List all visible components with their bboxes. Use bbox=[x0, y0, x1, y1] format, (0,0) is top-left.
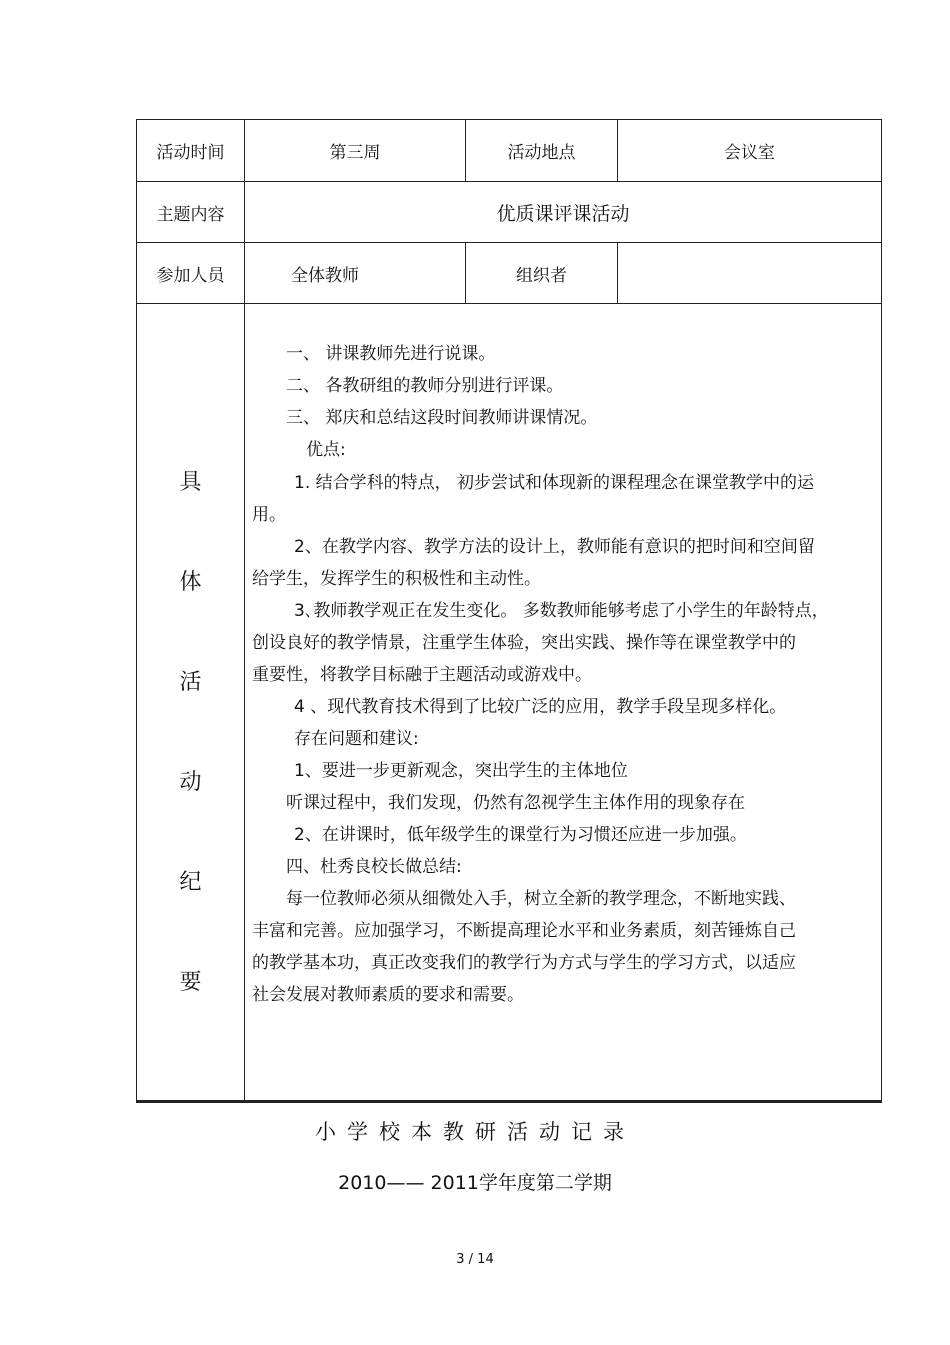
content-line: 2、在讲课时，低年级学生的课堂行为习惯还应进一步加强。 bbox=[294, 825, 747, 845]
organizer-label: 组织者 bbox=[516, 266, 567, 286]
content-line: 2、在教学内容、教学方法的设计上，教师能有意识的把时间和空间留 bbox=[294, 537, 815, 557]
content-line: 丰富和完善。应加强学习，不断提高理论水平和业务素质，刻苦锤炼自己 bbox=[252, 921, 796, 941]
content-line: 优点: bbox=[306, 440, 346, 460]
time-label: 活动时间 bbox=[156, 143, 225, 163]
side-char: 纪 bbox=[179, 870, 202, 895]
content-line: 1. 结合学科的特点， 初步尝试和体现新的课程理念在课堂教学中的运 bbox=[294, 473, 815, 493]
participants-value: 全体教师 bbox=[291, 266, 359, 286]
side-char: 体 bbox=[179, 570, 202, 595]
content-line: 给学生，发挥学生的积极性和主动性。 bbox=[252, 569, 541, 589]
side-char: 具 bbox=[179, 470, 202, 495]
content-line: 二、 各教研组的教师分别进行评课。 bbox=[286, 376, 564, 396]
content-line: 4 、现代教育技术得到了比较广泛的应用，教学手段呈现多样化。 bbox=[294, 697, 787, 717]
content-line: 四、杜秀良校长做总结: bbox=[286, 857, 462, 877]
organizer-value bbox=[618, 243, 881, 304]
academic-year: 2010—— 2011学年度第二学期 bbox=[338, 1172, 612, 1194]
content-line: 存在问题和建议: bbox=[294, 729, 419, 749]
content-line: 的教学基本功，真正改变我们的教学行为方式与学生的学习方式，以适应 bbox=[252, 953, 796, 973]
activity-record-table bbox=[136, 119, 882, 1103]
content-line: 1、要进一步更新观念，突出学生的主体地位 bbox=[294, 761, 628, 781]
content-line: 用。 bbox=[252, 505, 286, 525]
content-line: 三、 郑庆和总结这段时间教师讲课情况。 bbox=[286, 408, 598, 428]
time-value: 第三周 bbox=[329, 143, 381, 163]
place-label: 活动地点 bbox=[507, 143, 576, 163]
topic-label: 主题内容 bbox=[156, 205, 225, 225]
content-line: 3､教师教学观正在发生变化。 多数教师能够考虑了小学生的年龄特点， bbox=[294, 601, 829, 621]
content-line: 创设良好的教学情景，注重学生体验，突出实践、操作等在课堂教学中的 bbox=[252, 633, 796, 653]
participants-label: 参加人员 bbox=[156, 266, 225, 286]
place-value: 会议室 bbox=[724, 143, 775, 163]
content-line: 每一位教师必须从细微处入手，树立全新的教学理念，不断地实践、 bbox=[286, 889, 796, 909]
page-number: 3 / 14 bbox=[456, 1252, 494, 1267]
content-line: 一、 讲课教师先进行说课。 bbox=[286, 344, 496, 364]
topic-value: 优质课评课活动 bbox=[496, 203, 630, 225]
side-char: 动 bbox=[179, 770, 202, 795]
side-label-vertical bbox=[137, 305, 244, 1045]
content-line: 听课过程中，我们发现，仍然有忽视学生主体作用的现象存在 bbox=[286, 793, 745, 813]
content-line: 重要性，将教学目标融于主题活动或游戏中。 bbox=[252, 665, 592, 685]
side-char: 活 bbox=[179, 670, 202, 695]
side-char: 要 bbox=[179, 970, 202, 995]
record-title: 小学校本教研活动记录 bbox=[315, 1120, 635, 1144]
content-line: 社会发展对教师素质的要求和需要。 bbox=[252, 985, 524, 1005]
